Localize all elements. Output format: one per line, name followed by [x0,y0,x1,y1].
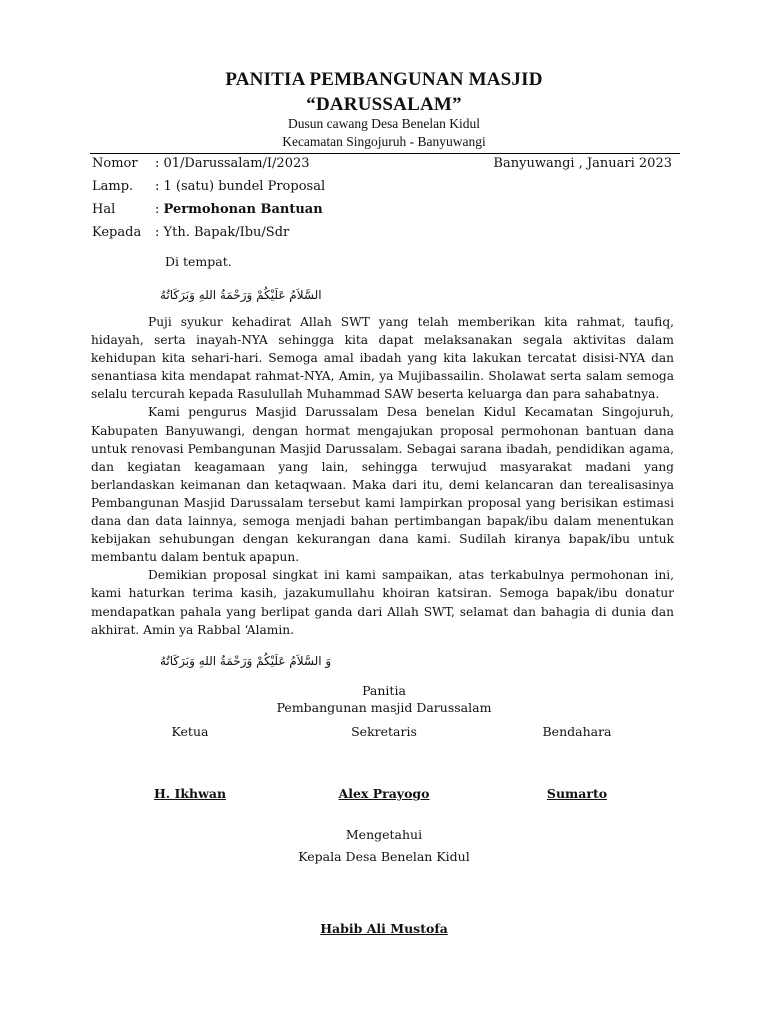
sekretaris-title: Sekretaris [351,724,417,739]
address-line-1: Dusun cawang Desa Benelan Kidul [288,116,480,131]
ketua-name: H. Ikhwan [153,786,227,801]
panitia-subheading: Pembangunan masjid Darussalam [276,700,492,715]
org-title: PANITIA PEMBANGUNAN MASJID [225,69,543,90]
lamp-label: Lamp. [92,179,134,194]
greeting-arabic: السَّلاَمُ عَلَيْكُمْ وَرَحْمَةُ اللهِ وَبَرَكَاتُهُ [160,288,322,302]
letterhead-divider [90,153,680,154]
sekretaris-name: Alex Prayogo [338,786,430,801]
hal-label: Hal [92,202,116,217]
body-paragraph-1: Puji syukur kehadirat Allah SWT yang telah memberikan kita rahmat, taufiq, hidayah, serta inayah-NYA sehingga kita dapat melaksanakan segala aktivitas dalam kehidupan kita sehari-hari. Semoga amal ibadah yang kita lakukan tercatat disisi-NYA dan senantiasa kita mendapat rahmat-NYA, Amin, ya Mujibassailin. Sholawat serta salam semoga selalu tercurah kepada Rasulullah Muhammad SAW beserta keluarga dan para sahabatnya. [91,315,674,402]
kades-title: Kepala Desa Benelan Kidul [298,849,470,864]
bendahara-name: Sumarto [546,786,608,801]
letter-body [91,313,674,639]
bendahara-title: Bendahara [542,724,612,739]
body-paragraph-2: Kami pengurus Masjid Darussalam Desa benelan Kidul Kecamatan Singojuruh, Kabupaten Banyuwangi, dengan hormat mengajukan proposal permohonan bantuan dana untuk renovasi Pembangunan Masjid Darussalam. Sebagai sarana ibadah, pendidikan agama, dan kegiatan keagamaan yang lain, sehingga terwujud masyarakat madani yang berlandaskan keimanan dan ketaqwaan. Maka dari itu, demi kelancaran dan terealisasinya Pembangunan Masjid Darussalam tersebut kami lampirkan proposal yang berisikan estimasi dana dan data lainnya, semoga menjadi bahan pertimbangan bapak/ibu dalam menentukan kebijakan sehubungan dengan kekurangan dana kami. Sudilah kiranya bapak/ibu untuk membantu dalam bentuk apapun. [91,405,674,565]
mengetahui-label: Mengetahui [345,827,423,842]
ketua-title: Ketua [171,724,209,739]
lamp-value: : 1 (satu) bundel Proposal [155,179,326,194]
hal-value [155,202,323,217]
kades-name: Habib Ali Mustofa [320,921,448,936]
nomor-value: : 01/Darussalam/I/2023 [155,156,310,171]
hal-subject: Permohonan Bantuan [163,202,323,217]
letter-date: Banyuwangi , Januari 2023 [493,156,672,171]
nomor-label: Nomor [92,156,138,171]
hal-colon: : [155,202,160,217]
panitia-heading: Panitia [362,683,406,698]
kepada-label: Kepada [92,225,142,240]
org-name: “DARUSSALAM” [306,94,462,115]
di-tempat: Di tempat. [165,254,232,269]
kepada-value: : Yth. Bapak/Ibu/Sdr [155,225,290,240]
body-paragraph-3: Demikian proposal singkat ini kami sampaikan, atas terkabulnya permohonan ini, kami haturkan terima kasih, jazakumullahu khoiran katsiran. Semoga bapak/ibu donatur mendapatkan pahala yang berlipat ganda dari Allah SWT, selamat dan bahagia di dunia dan akhirat. Amin ya Rabbal ‘Alamin. [91,568,674,637]
address-line-2: Kecamatan Singojuruh - Banyuwangi [282,134,486,149]
closing-arabic: وَ السَّلاَمُ عَلَيْكُمْ وَرَحْمَةُ اللهِ وَبَرَكَاتُهُ [160,654,332,668]
